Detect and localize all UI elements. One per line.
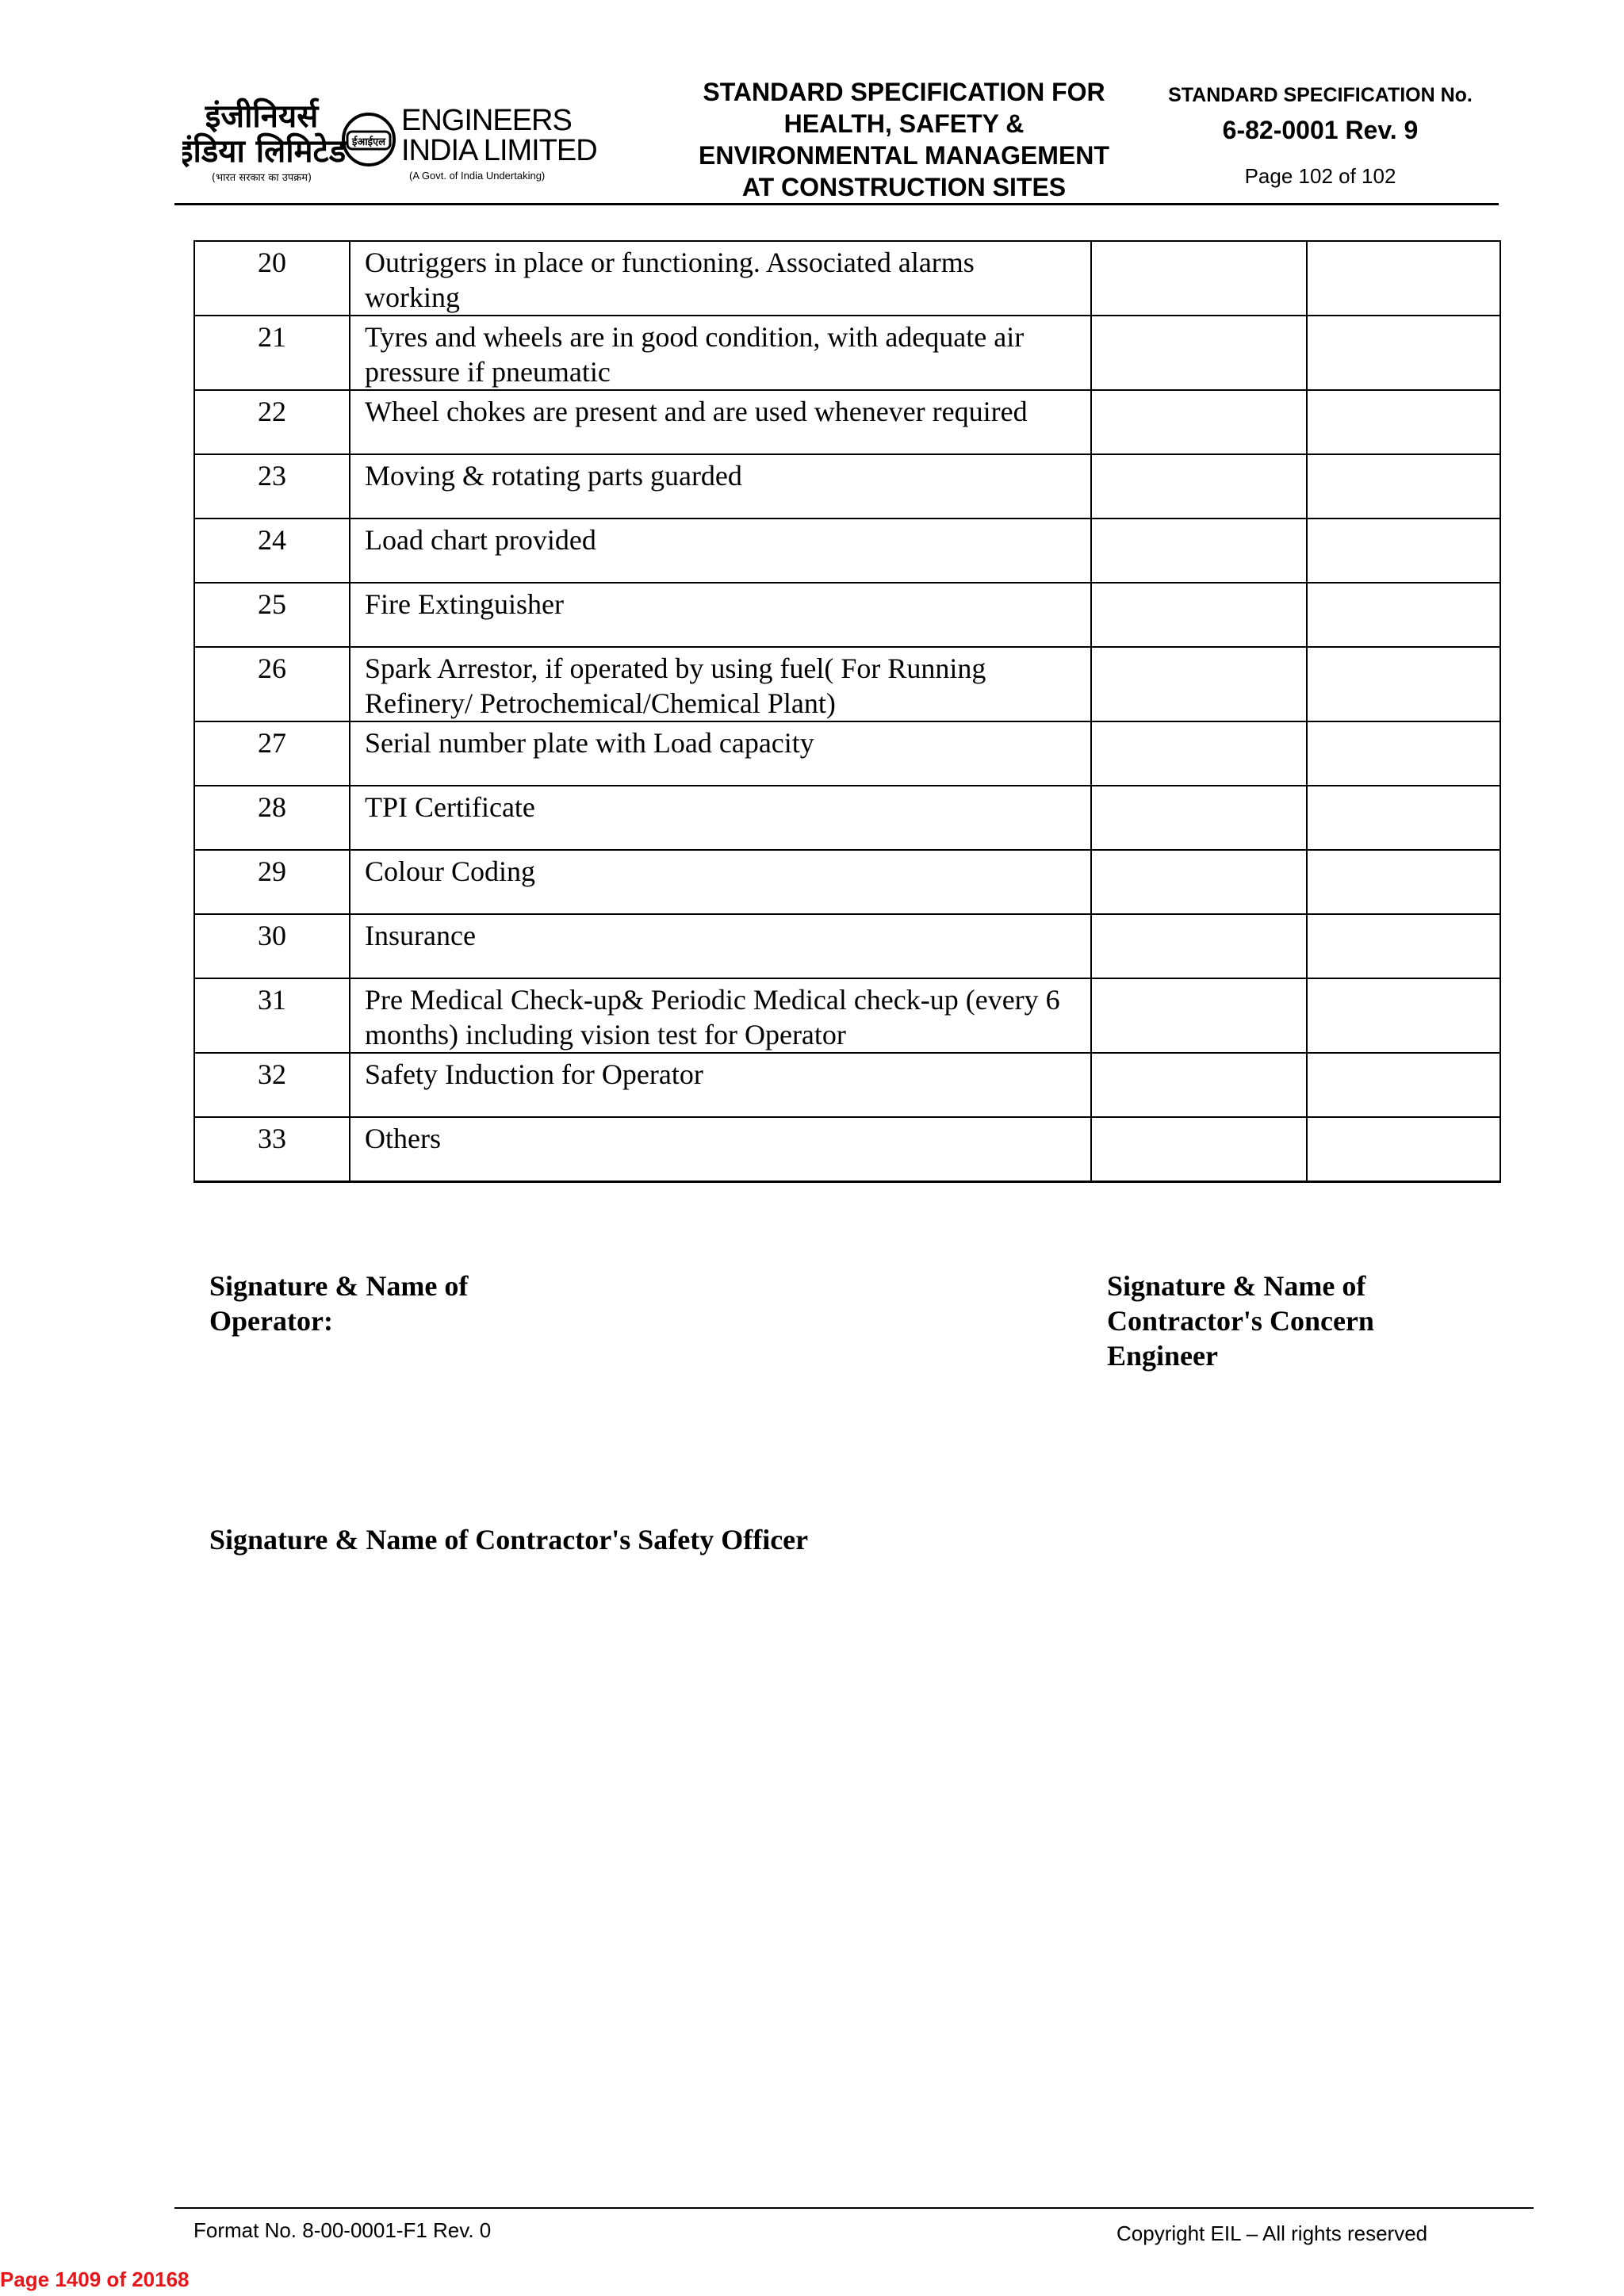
row-status-cell xyxy=(1091,519,1307,583)
document-title-line: ENVIRONMENTAL MANAGEMENT xyxy=(699,141,1109,170)
row-item: Safety Induction for Operator xyxy=(350,1053,1091,1117)
logo-english-line1: ENGINEERS xyxy=(401,104,572,137)
table-row xyxy=(194,786,1500,850)
logo-hindi-line1: इंजीनियर्स xyxy=(205,98,319,135)
row-status-cell xyxy=(1091,316,1307,390)
row-number: 30 xyxy=(194,914,350,978)
table-row xyxy=(194,316,1500,390)
row-remarks-cell xyxy=(1307,1117,1500,1181)
page-info: Page 102 of 102 xyxy=(1244,164,1396,188)
format-number: Format No. 8-00-0001-F1 Rev. 0 xyxy=(193,2218,492,2242)
table-row xyxy=(194,1053,1500,1117)
row-item: Moving & rotating parts guarded xyxy=(350,454,1091,519)
row-item: Fire Extinguisher xyxy=(350,583,1091,647)
row-item: Colour Coding xyxy=(350,850,1091,914)
table-row xyxy=(194,583,1500,647)
table-row xyxy=(194,454,1500,519)
row-number: 27 xyxy=(194,721,350,786)
eil-logo-graphic xyxy=(182,92,611,187)
table-row xyxy=(194,914,1500,978)
page-header xyxy=(174,76,1499,206)
row-number: 26 xyxy=(194,647,350,721)
row-number: 24 xyxy=(194,519,350,583)
document-title-line: AT CONSTRUCTION SITES xyxy=(741,173,1067,201)
row-remarks-cell xyxy=(1307,721,1500,786)
row-item: Spark Arrestor, if operated by using fuel( For Running Refinery/ Petrochemical/Chemical Plant) xyxy=(350,647,1091,721)
row-item: Load chart provided xyxy=(350,519,1091,583)
row-remarks-cell xyxy=(1307,1053,1500,1117)
row-remarks-cell xyxy=(1307,914,1500,978)
inspection-checklist-table xyxy=(193,240,1501,1183)
row-number: 22 xyxy=(194,390,350,454)
row-status-cell xyxy=(1091,454,1307,519)
eil-emblem-icon xyxy=(343,114,394,165)
row-status-cell xyxy=(1091,1117,1307,1181)
row-status-cell xyxy=(1091,1053,1307,1117)
row-remarks-cell xyxy=(1307,647,1500,721)
row-number: 23 xyxy=(194,454,350,519)
row-remarks-cell xyxy=(1307,850,1500,914)
header-divider xyxy=(174,203,1499,205)
row-item: TPI Certificate xyxy=(350,786,1091,850)
logo-english-line2: INDIA LIMITED xyxy=(401,134,597,167)
safety-officer-signature-label: Signature & Name of Contractor's Safety Officer xyxy=(209,1524,809,1556)
table-row xyxy=(194,241,1500,316)
row-item: Outriggers in place or functioning. Associated alarms working xyxy=(350,241,1091,316)
row-status-cell xyxy=(1091,850,1307,914)
table-row xyxy=(194,850,1500,914)
row-number: 21 xyxy=(194,316,350,390)
row-number: 33 xyxy=(194,1117,350,1181)
table-row xyxy=(194,978,1500,1053)
row-number: 32 xyxy=(194,1053,350,1117)
row-remarks-cell xyxy=(1307,583,1500,647)
row-status-cell xyxy=(1091,914,1307,978)
spec-number: 6-82-0001 Rev. 9 xyxy=(1222,116,1419,144)
operator-signature-label: Signature & Name of Operator: xyxy=(209,1270,469,1337)
row-status-cell xyxy=(1091,978,1307,1053)
row-status-cell xyxy=(1091,647,1307,721)
page-stamp: Page 1409 of 20168 xyxy=(0,2267,190,2291)
row-remarks-cell xyxy=(1307,519,1500,583)
row-number: 29 xyxy=(194,850,350,914)
logo-badge-text: ईआईएल xyxy=(351,136,386,148)
row-status-cell xyxy=(1091,786,1307,850)
row-item: Pre Medical Check-up& Periodic Medical check-up (every 6 months) including vision test for Operator xyxy=(350,978,1091,1053)
row-remarks-cell xyxy=(1307,390,1500,454)
logo-english-tagline: (A Govt. of India Undertaking) xyxy=(409,170,546,182)
table-row xyxy=(194,1117,1500,1181)
row-item: Wheel chokes are present and are used whenever required xyxy=(350,390,1091,454)
row-item: Others xyxy=(350,1117,1091,1181)
eil-logo xyxy=(182,92,611,187)
row-status-cell xyxy=(1091,721,1307,786)
row-status-cell xyxy=(1091,390,1307,454)
row-remarks-cell xyxy=(1307,786,1500,850)
table-row xyxy=(194,519,1500,583)
row-status-cell xyxy=(1091,583,1307,647)
logo-hindi-line2: इंडिया लिमिटेड xyxy=(182,133,347,170)
footer-divider xyxy=(174,2207,1534,2209)
row-item: Tyres and wheels are in good condition, with adequate air pressure if pneumatic xyxy=(350,316,1091,390)
checklist-body xyxy=(194,241,1500,1181)
copyright-notice: Copyright EIL – All rights reserved xyxy=(1116,2221,1428,2245)
row-remarks-cell xyxy=(1307,978,1500,1053)
engineer-signature-label: Signature & Name of Contractor's Concern Engineer xyxy=(1107,1270,1374,1372)
row-number: 28 xyxy=(194,786,350,850)
document-title-line: HEALTH, SAFETY & xyxy=(783,109,1025,138)
document-title-line: STANDARD SPECIFICATION FOR xyxy=(703,78,1105,106)
logo-hindi-tagline: (भारत सरकार का उपक्रम) xyxy=(211,172,312,184)
row-item: Serial number plate with Load capacity xyxy=(350,721,1091,786)
row-status-cell xyxy=(1091,241,1307,316)
row-remarks-cell xyxy=(1307,316,1500,390)
document-title xyxy=(650,76,1158,203)
spec-label: STANDARD SPECIFICATION No. xyxy=(1168,84,1473,106)
spec-info xyxy=(1142,76,1499,192)
row-item: Insurance xyxy=(350,914,1091,978)
table-row xyxy=(194,721,1500,786)
row-remarks-cell xyxy=(1307,241,1500,316)
row-number: 31 xyxy=(194,978,350,1053)
row-number: 25 xyxy=(194,583,350,647)
table-row xyxy=(194,647,1500,721)
row-number: 20 xyxy=(194,241,350,316)
row-remarks-cell xyxy=(1307,454,1500,519)
table-row xyxy=(194,390,1500,454)
